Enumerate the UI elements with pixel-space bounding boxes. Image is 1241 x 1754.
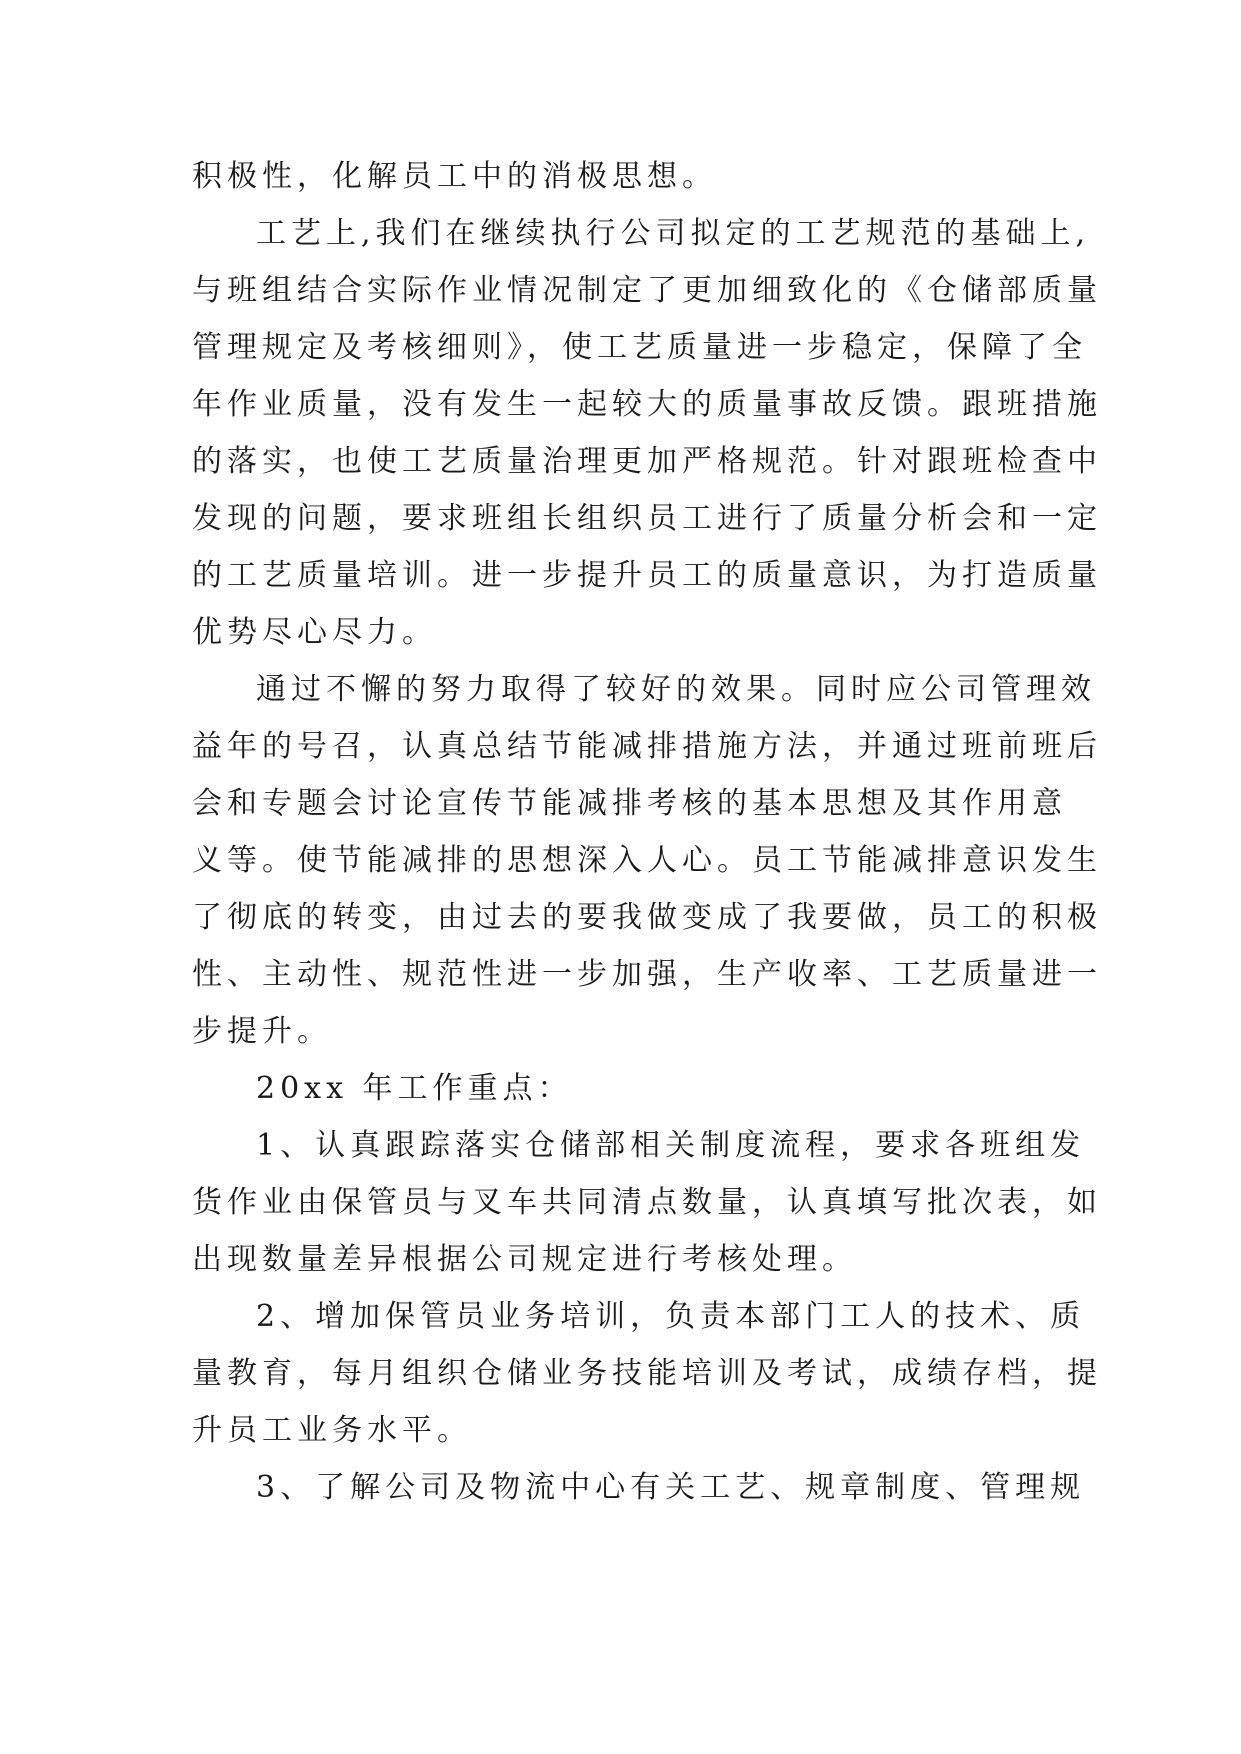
section-heading: 20xx 年工作重点：: [256, 1071, 573, 1106]
list-item-1-start: 1、认真跟踪落实仓储部相关制度流程，要求各班组发: [256, 1128, 1086, 1163]
text-line: 的落实，也使工艺质量治理更加严格规范。针对跟班检查中: [192, 444, 1102, 479]
text-line: 会和专题会讨论宣传节能减排考核的基本思想及其作用意: [192, 786, 1067, 821]
text-line: 升员工业务水平。: [192, 1413, 472, 1448]
text-line: 与班组结合实际作业情况制定了更加细致化的《仓储部质量: [192, 273, 1102, 308]
text-line: 的工艺质量培训。进一步提升员工的质量意识，为打造质量: [192, 558, 1102, 593]
text-line: 步提升。: [192, 1014, 332, 1049]
text-line: 积极性，化解员工中的消极思想。: [192, 159, 717, 194]
text-line: 发现的问题，要求班组长组织员工进行了质量分析会和一定: [192, 501, 1102, 536]
document-body: [192, 158, 1102, 1526]
text-line: 性、主动性、规范性进一步加强，生产收率、工艺质量进一: [192, 957, 1102, 992]
text-line: 了彻底的转变，由过去的要我做变成了我要做，员工的积极: [192, 900, 1102, 935]
text-line: 年作业质量，没有发生一起较大的质量事故反馈。跟班措施: [192, 387, 1102, 422]
text-line: 出现数量差异根据公司规定进行考核处理。: [192, 1242, 857, 1277]
paragraph-start-line: 通过不懈的努力取得了较好的效果。同时应公司管理效: [256, 672, 1096, 707]
text-line: 优势尽心尽力。: [192, 615, 437, 650]
text-line: 管理规定及考核细则》，使工艺质量进一步稳定，保障了全: [192, 330, 1087, 365]
paragraph-start-line: 工艺上,我们在继续执行公司拟定的工艺规范的基础上,: [256, 216, 1091, 251]
text-line: 量教育，每月组织仓储业务技能培训及考试，成绩存档，提: [192, 1356, 1102, 1391]
list-item-2-start: 2、增加保管员业务培训，负责本部门工人的技术、质: [256, 1299, 1086, 1334]
text-line: 义等。使节能减排的思想深入人心。员工节能减排意识发生: [192, 843, 1102, 878]
list-item-3-start: 3、了解公司及物流中心有关工艺、规章制度、管理规: [256, 1470, 1086, 1505]
text-line: 益年的号召，认真总结节能减排措施方法，并通过班前班后: [192, 729, 1102, 764]
text-line: 货作业由保管员与叉车共同清点数量，认真填写批次表，如: [192, 1185, 1102, 1220]
